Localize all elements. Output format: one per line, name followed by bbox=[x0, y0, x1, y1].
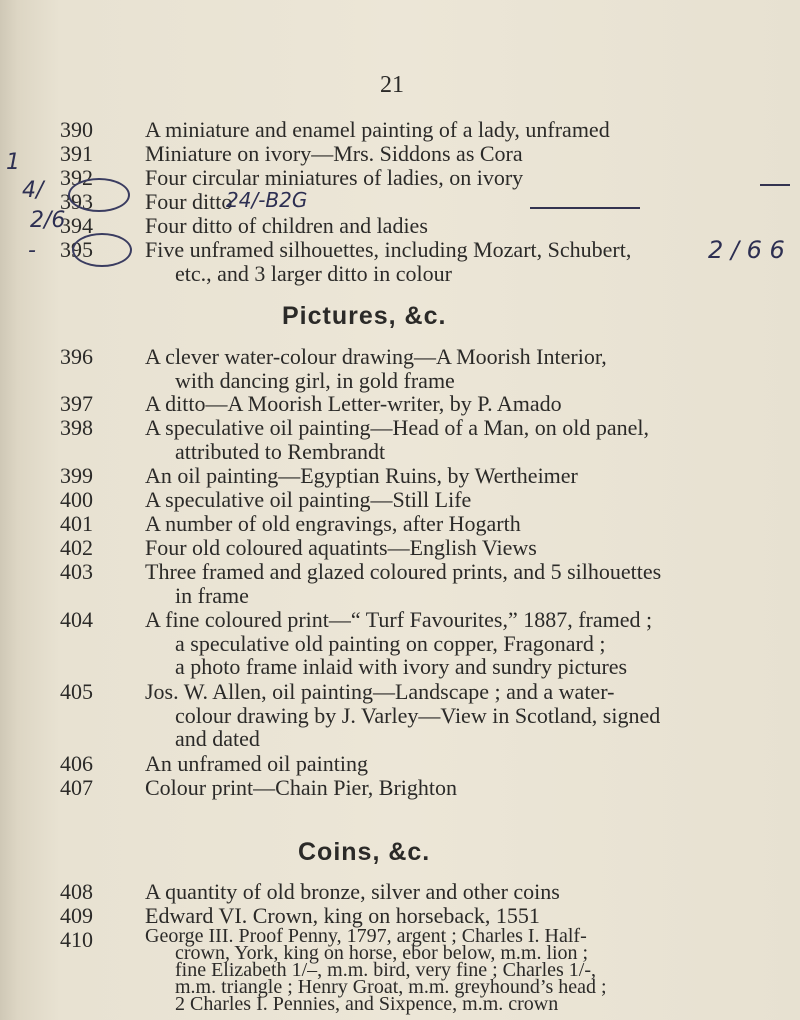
lot-line: in frame bbox=[175, 582, 249, 608]
lot-number: 395 bbox=[60, 237, 93, 262]
lot-description: Colour print—Chain Pier, Brighton bbox=[145, 775, 457, 800]
page-number: 21 bbox=[380, 72, 404, 98]
handwritten-margin-note: 4/ bbox=[22, 178, 44, 203]
lot-line: colour drawing by J. Varley—View in Scotland, signed bbox=[175, 702, 661, 728]
lot-description: Four circular miniatures of ladies, on ivory bbox=[145, 165, 524, 190]
lot-line: a photo frame inlaid with ivory and sundry pictures bbox=[175, 654, 628, 679]
lot-description bbox=[145, 925, 685, 1015]
lot-description: A ditto—A Moorish Letter-writer, by P. Amado bbox=[145, 391, 562, 416]
handwritten-line-mark bbox=[530, 207, 640, 209]
lot-description bbox=[145, 560, 685, 607]
lot-line: a speculative old painting on copper, Fragonard ; bbox=[175, 630, 606, 656]
lot-line: A fine coloured print—“ Turf Favourites,” 1887, framed ; bbox=[145, 607, 653, 632]
lot-description: Edward VI. Crown, king on horseback, 1551 bbox=[145, 903, 540, 928]
lot-number: 391 bbox=[60, 141, 93, 166]
handwritten-margin-note: 2 / 6 6 bbox=[708, 236, 785, 264]
section-heading-coins: Coins, &c. bbox=[298, 838, 431, 866]
lot-line: George III. Proof Penny, 1797, argent ; Charles I. Half- bbox=[145, 925, 587, 947]
lot-number: 401 bbox=[60, 511, 93, 536]
handwritten-margin-note: 2/6 bbox=[30, 208, 66, 233]
lot-line: A clever water-colour drawing—A Moorish Interior, bbox=[145, 344, 607, 369]
lot-number: 400 bbox=[60, 487, 93, 512]
lot-line: Jos. W. Allen, oil painting—Landscape ; and a water- bbox=[145, 679, 615, 704]
lot-number: 405 bbox=[60, 679, 93, 704]
handwritten-line-mark bbox=[760, 184, 790, 186]
lot-line: m.m. triangle ; Henry Groat, m.m. greyhound’s head ; bbox=[175, 976, 607, 998]
section-heading-pictures: Pictures, &c. bbox=[282, 302, 447, 330]
lot-description bbox=[145, 416, 685, 463]
lot-number: 398 bbox=[60, 415, 93, 440]
lot-number: 407 bbox=[60, 775, 93, 800]
lot-number: 410 bbox=[60, 927, 93, 952]
lot-line: 2 Charles I. Pennies, and Sixpence, m.m. crown bbox=[175, 993, 559, 1015]
lot-number: 397 bbox=[60, 391, 93, 416]
lot-description bbox=[145, 680, 685, 751]
lot-number: 396 bbox=[60, 344, 93, 369]
lot-number: 409 bbox=[60, 903, 93, 928]
handwritten-margin-note: - bbox=[28, 238, 36, 263]
lot-411-overflow bbox=[60, 1016, 106, 1017]
lot-description: Miniature on ivory—Mrs. Siddons as Cora bbox=[145, 141, 523, 166]
lot-line: A speculative oil painting—Head of a Man, on old panel, bbox=[145, 415, 650, 440]
lot-line: Three framed and glazed coloured prints, and 5 silhouettes bbox=[145, 559, 662, 584]
lot-number: 392 bbox=[60, 165, 93, 190]
lot-description: An oil painting—Egyptian Ruins, by Wertheimer bbox=[145, 463, 578, 488]
handwritten-margin-note: 1 bbox=[6, 150, 20, 175]
lot-description: A number of old engravings, after Hogarth bbox=[145, 511, 521, 536]
lot-description bbox=[145, 238, 685, 285]
lot-description: A miniature and enamel painting of a lady, unframed bbox=[145, 117, 610, 142]
lot-line: Five unframed silhouettes, including Mozart, Schubert, bbox=[145, 237, 632, 262]
lot-description: A quantity of old bronze, silver and other coins bbox=[145, 879, 560, 904]
lot-description bbox=[145, 345, 685, 392]
lot-number: 406 bbox=[60, 751, 93, 776]
lot-description: Four old coloured aquatints—English Views bbox=[145, 535, 537, 560]
lot-line: crown, York, king on horse, ebor below, m.m. lion ; bbox=[175, 942, 589, 964]
lot-line: with dancing girl, in gold frame bbox=[175, 367, 455, 393]
lot-number: 394 bbox=[60, 213, 93, 238]
lot-description: A speculative oil painting—Still Life bbox=[145, 487, 472, 512]
lot-line: and dated bbox=[175, 726, 260, 751]
handwritten-circle-mark bbox=[68, 178, 130, 212]
lot-line: attributed to Rembrandt bbox=[175, 438, 386, 464]
handwritten-price-note: 24/-B2G bbox=[226, 188, 308, 212]
lot-line: fine Elizabeth 1/–, m.m. bird, very fine ; Charles 1/-, bbox=[175, 959, 596, 981]
lot-description: An unframed oil painting bbox=[145, 751, 369, 776]
lot-description: Four ditto of children and ladies bbox=[145, 213, 428, 238]
lot-number: 399 bbox=[60, 463, 93, 488]
lot-number: 403 bbox=[60, 559, 93, 584]
lot-number: 404 bbox=[60, 607, 93, 632]
lot-number: 402 bbox=[60, 535, 93, 560]
lot-description bbox=[145, 608, 685, 679]
lot-line: etc., and 3 larger ditto in colour bbox=[175, 260, 452, 286]
lot-description: Four ditto bbox=[145, 189, 233, 214]
lot-number: 408 bbox=[60, 879, 93, 904]
lot-number: 390 bbox=[60, 117, 93, 142]
lot-number: 393 bbox=[60, 189, 93, 214]
handwritten-circle-mark bbox=[72, 233, 132, 267]
